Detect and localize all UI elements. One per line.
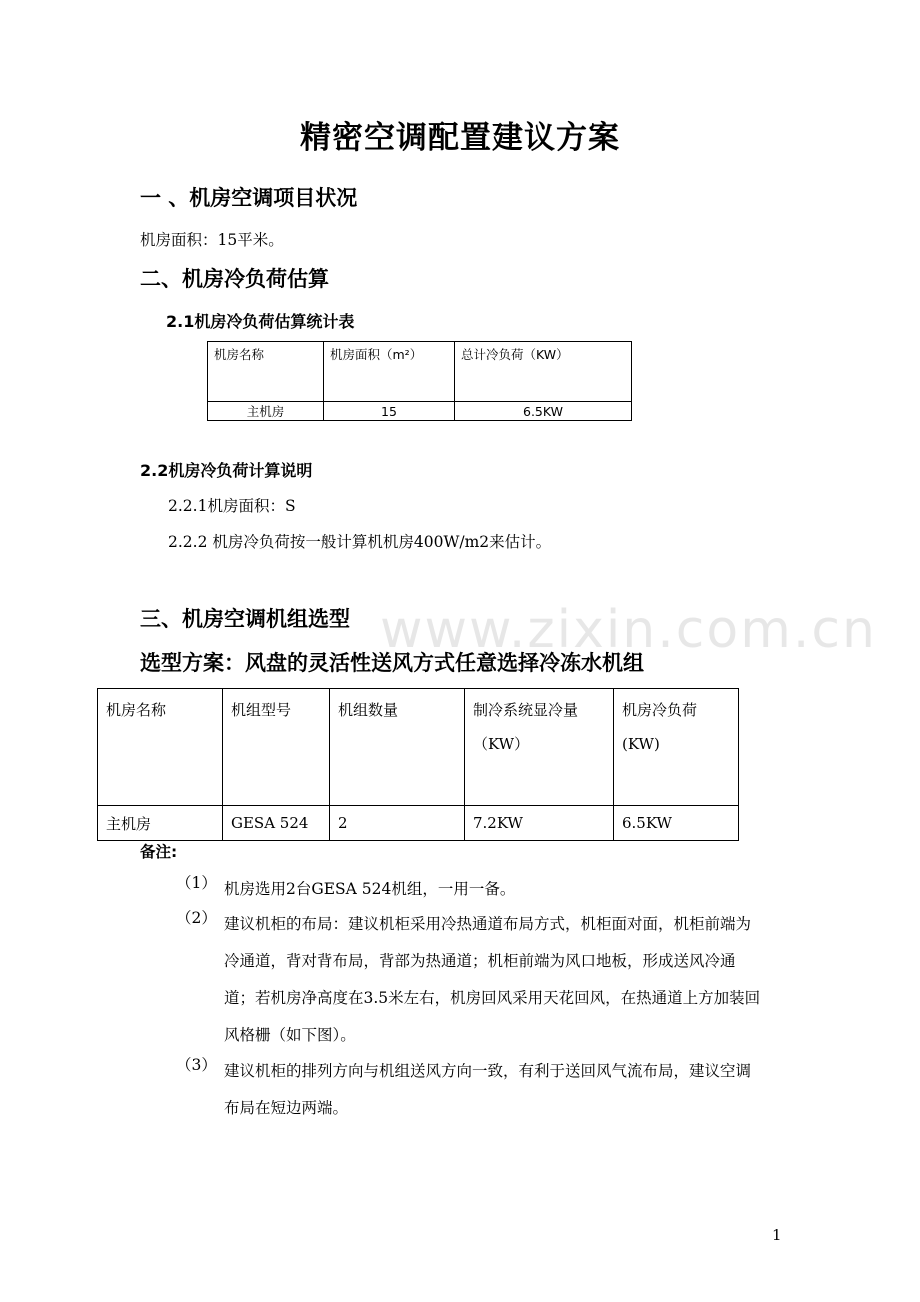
table-cell: 7.2KW bbox=[465, 806, 614, 841]
notes-label: 备注: bbox=[140, 843, 178, 861]
table-header-cell: 机房面积（m²） bbox=[324, 342, 455, 402]
table-row bbox=[98, 806, 739, 841]
table-cell: 主机房 bbox=[98, 806, 223, 841]
table-header-cell: 机房名称 bbox=[208, 342, 324, 402]
unit-selection-table bbox=[97, 688, 739, 841]
section2-item2: 2.2.2 机房冷负荷按一般计算机机房400W/m2来估计。 bbox=[168, 533, 552, 551]
table-header-row bbox=[98, 689, 739, 806]
table-header-cell: 总计冷负荷（KW） bbox=[455, 342, 632, 402]
table-header-cell: 制冷系统显冷量（KW） bbox=[465, 689, 614, 806]
section2-item1: 2.2.1机房面积：S bbox=[168, 497, 296, 515]
table-cell: 主机房 bbox=[208, 402, 324, 421]
table-header-cell: 机房冷负荷(KW) bbox=[614, 689, 739, 806]
table-cell: 6.5KW bbox=[614, 806, 739, 841]
table-header-cell: 机组数量 bbox=[330, 689, 465, 806]
table-row bbox=[208, 402, 632, 421]
note-text: 建议机柜的布局：建议机柜采用冷热通道布局方式，机柜面对面，机柜前端为冷通道，背对背布局，背部为热通道；机柜前端为风口地板，形成送风冷通道；若机房净高度在3.5米左右，机房回风采用天花回风，在热通道上方加装回风格栅（如下图）。 bbox=[224, 915, 761, 1044]
table-cell: 6.5KW bbox=[455, 402, 632, 421]
table-header-row bbox=[208, 342, 632, 402]
section1-text: 机房面积：15平米。 bbox=[140, 231, 284, 249]
watermark: www.zixin.com.cn bbox=[380, 600, 877, 660]
note-text: 机房选用2台GESA 524机组，一用一备。 bbox=[224, 880, 516, 898]
cooling-load-table bbox=[207, 341, 632, 421]
note-number: （1） bbox=[176, 874, 217, 892]
selection-plan: 选型方案：风盘的灵活性送风方式任意选择冷冻水机组 bbox=[140, 651, 644, 675]
section1-heading: 一 、机房空调项目状况 bbox=[140, 186, 358, 210]
table-cell: 2 bbox=[330, 806, 465, 841]
section2-sub2: 2.2机房冷负荷计算说明 bbox=[140, 461, 313, 480]
document-title: 精密空调配置建议方案 bbox=[300, 120, 620, 156]
table-cell: 15 bbox=[324, 402, 455, 421]
table-header-cell: 机组型号 bbox=[223, 689, 330, 806]
table-header-cell: 机房名称 bbox=[98, 689, 223, 806]
table-cell: GESA 524 bbox=[223, 806, 330, 841]
section2-heading: 二、机房冷负荷估算 bbox=[140, 267, 329, 291]
note-text: 建议机柜的排列方向与机组送风方向一致，有利于送回风气流布局，建议空调布局在短边两端。 bbox=[224, 1062, 752, 1117]
section3-heading: 三、机房空调机组选型 bbox=[140, 607, 350, 631]
section2-sub1: 2.1机房冷负荷估算统计表 bbox=[166, 312, 355, 331]
note-number: （3） bbox=[176, 1056, 217, 1074]
page-number: 1 bbox=[772, 1226, 782, 1244]
note-number: （2） bbox=[176, 909, 217, 927]
